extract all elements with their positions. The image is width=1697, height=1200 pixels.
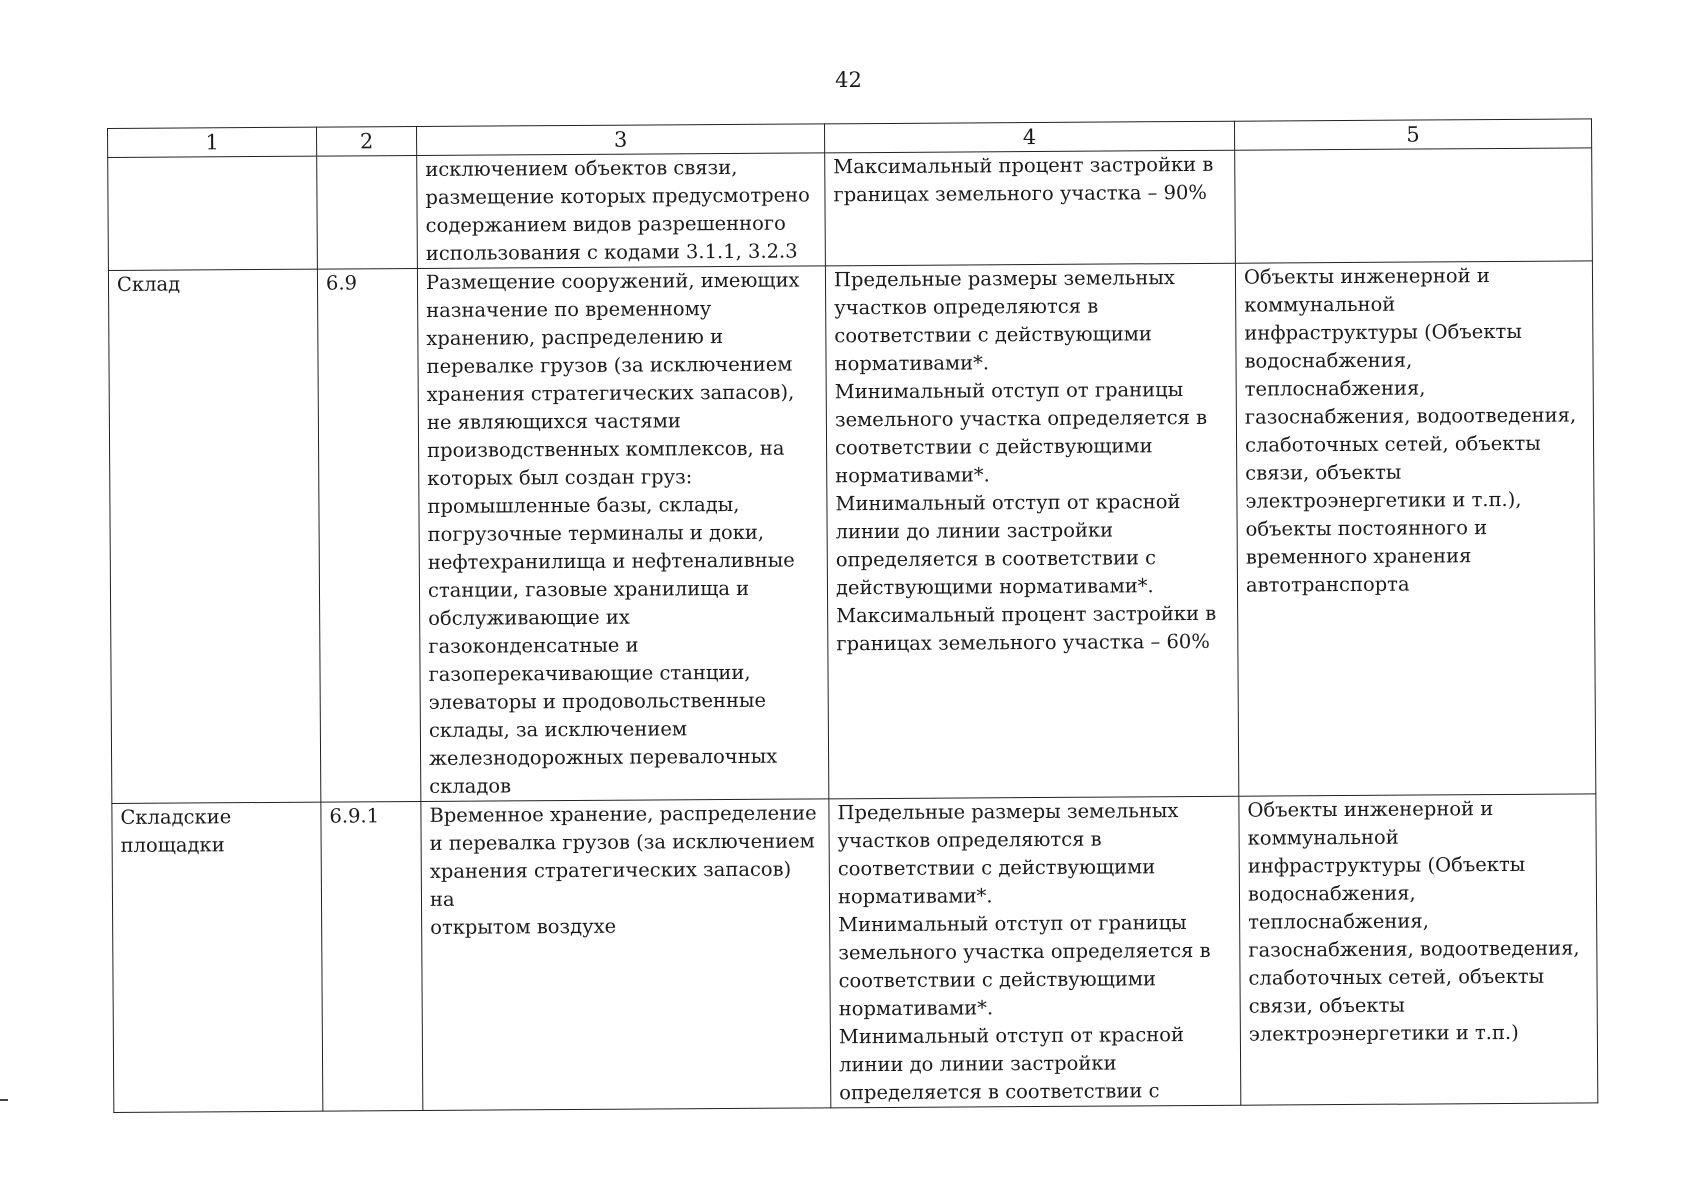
scan-edge-mark bbox=[0, 1099, 8, 1101]
column-header-3: 3 bbox=[416, 124, 824, 156]
use-code-cell: 6.9.1 bbox=[321, 801, 423, 1111]
use-description-cell: исключением объектов связи, размещение которых предусмотрено содержанием видов разрешенного использования с кодами 3.1.1, 3.2.3 bbox=[417, 153, 826, 269]
column-header-4: 4 bbox=[824, 121, 1234, 153]
table-row bbox=[112, 794, 1598, 1113]
table-row bbox=[108, 148, 1593, 271]
use-name-cell: Склад bbox=[108, 269, 320, 803]
use-code-cell bbox=[317, 156, 418, 270]
parameters-cell: Предельные размеры земельных участков определяются в соответствии с действующими нормативами*. Минимальный отступ от границы земельного участка определяется в соответствии с действующими нормативами*. Минимальный отступ от красной линии до линии застройки определяется в соответствии с действующими нормативами*. Максимальный процент застройки в границах земельного участка – 60% bbox=[825, 263, 1238, 799]
use-name-cell bbox=[108, 156, 318, 270]
column-header-2: 2 bbox=[316, 127, 416, 157]
column-header-5: 5 bbox=[1234, 119, 1591, 150]
use-description-cell: Размещение сооружений, имеющих назначение по временному хранению, распределению и перевалке грузов (за исключением хранения стратегических запасов), не являющихся частями производственных комплексов, на которых был создан груз: промышленные базы, склады, погрузочные терминалы и доки, нефтехранилища и нефтеналивные станции, газовые хранилища и обслуживающие их газоконденсатные и газоперекачивающие станции, элеваторы и продовольственные склады, за исключением железнодорожных перевалочных складов bbox=[417, 266, 828, 802]
parameters-cell: Предельные размеры земельных участков определяются в соответствии с действующими нормативами*. Минимальный отступ от границы земельного участка определяется в соответствии с действующими нормативами*. Минимальный отступ от красной линии до линии застройки определяется в соответствии с bbox=[829, 796, 1241, 1108]
use-description-cell: Временное хранение, распределение и перевалка грузов (за исключением хранения стратегических запасов) на открытом воздухе bbox=[421, 799, 831, 1111]
land-use-table bbox=[107, 118, 1598, 1113]
auxiliary-uses-cell: Объекты инженерной и коммунальной инфраструктуры (Объекты водоснабжения, теплоснабжения, газоснабжения, водоотведения, слаботочных сетей, объекты связи, объекты электроэнергетики и т.п.) bbox=[1239, 794, 1598, 1105]
auxiliary-uses-cell bbox=[1235, 148, 1593, 263]
table-row bbox=[108, 261, 1595, 804]
use-name-cell: Складские площадки bbox=[112, 802, 323, 1112]
auxiliary-uses-cell: Объекты инженерной и коммунальной инфраструктуры (Объекты водоснабжения, теплоснабжения, газоснабжения, водоотведения, слаботочных сетей, объекты связи, объекты электроэнергетики и т.п.), объекты постоянного и временного хранения автотранспорта bbox=[1235, 261, 1595, 796]
parameters-cell: Максимальный процент застройки в границах земельного участка – 90% bbox=[825, 150, 1236, 266]
column-header-1: 1 bbox=[108, 127, 317, 157]
use-code-cell: 6.9 bbox=[317, 268, 420, 802]
page-number: 42 bbox=[835, 68, 862, 92]
